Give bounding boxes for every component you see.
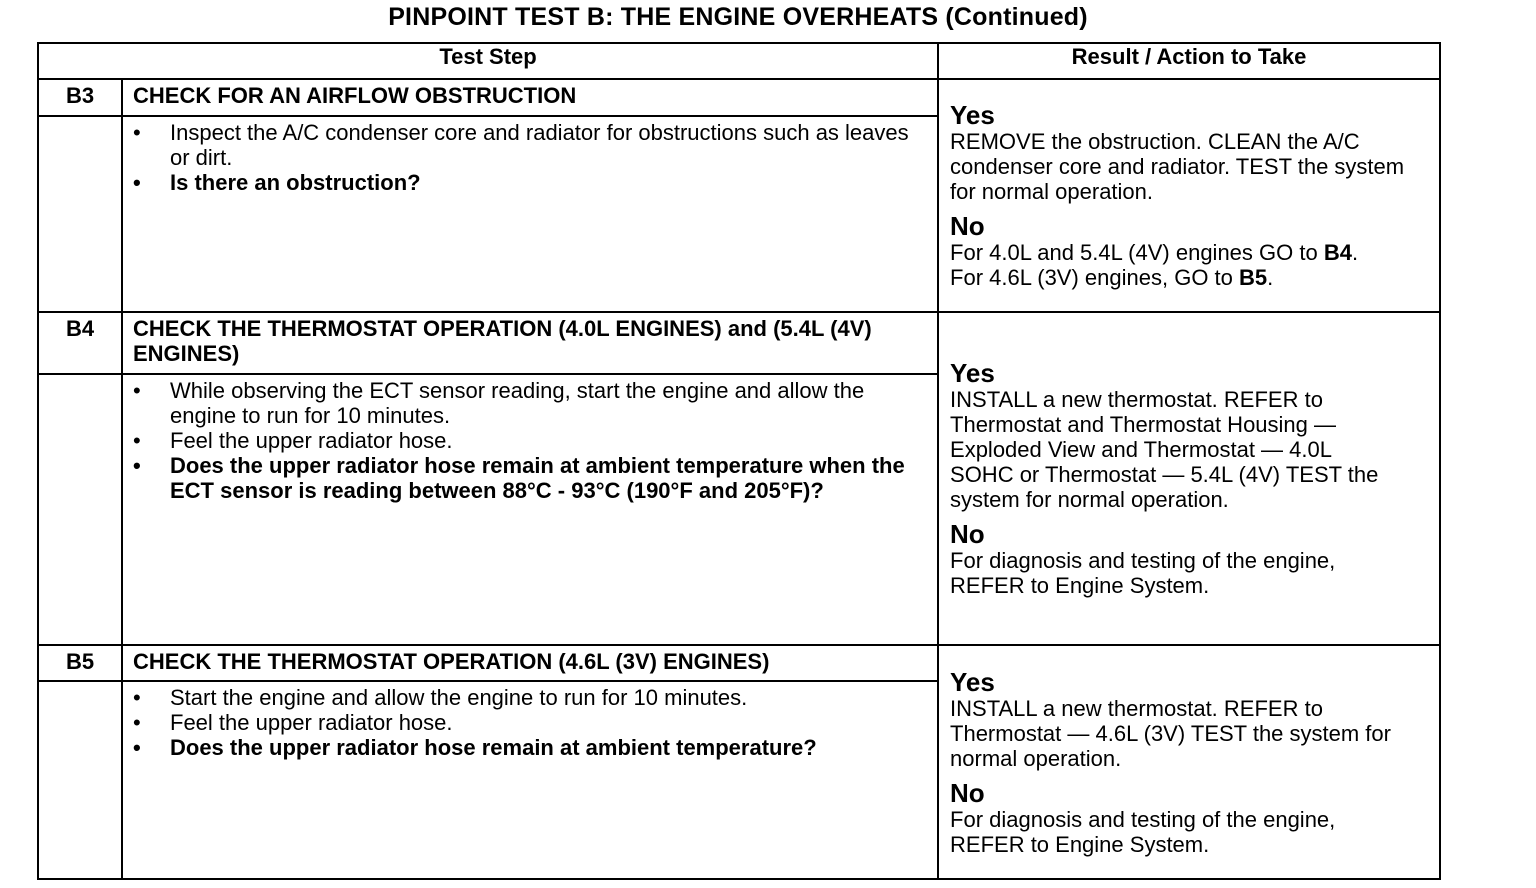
no-action-line1: For 4.0L and 5.4L (4V) engines GO to <box>950 240 1324 265</box>
step-bullets <box>133 685 929 760</box>
bullet-item: • Feel the upper radiator hose. <box>133 428 453 453</box>
no-action-line2: For 4.6L (3V) engines, GO to <box>950 265 1240 290</box>
step-reference: B4 <box>1323 240 1352 265</box>
step-b3-title-row <box>38 79 1440 116</box>
no-label: No <box>950 519 985 549</box>
step-id: B4 <box>38 312 122 374</box>
yes-action: INSTALL a new thermostat. REFER to Thermostat and Thermostat Housing — Exploded View and Thermostat — 4.0L SOHC or Thermostat — 5.4L (4V) TEST the system for normal operation. <box>950 387 1379 512</box>
no-action: For diagnosis and testing of the engine, REFER to Engine System. <box>950 806 1336 857</box>
bullet-item: • While observing the ECT sensor reading, start the engine and allow the engine to run for 10 minutes. <box>133 378 865 428</box>
step-bullets <box>133 120 929 195</box>
table-header-row <box>38 43 1440 79</box>
page-title: PINPOINT TEST B: THE ENGINE OVERHEATS (Continued) <box>388 3 1088 31</box>
step-title: CHECK THE THERMOSTAT OPERATION (4.6L (3V) ENGINES) <box>122 645 938 681</box>
step-id: B5 <box>38 645 122 681</box>
yes-label: Yes <box>950 666 995 697</box>
no-label: No <box>950 211 985 241</box>
step-bullets <box>133 378 929 503</box>
bullet-question: • Does the upper radiator hose remain at ambient temperature when the ECT sensor is reading between 88°C - 93°C (190°F and 205°F)? <box>133 453 905 503</box>
no-action: For 4.0L and 5.4L (4V) engines GO to B4. For 4.6L (3V) engines, GO to B5. <box>950 240 1359 290</box>
bullet-question: • Does the upper radiator hose remain at ambient temperature? <box>133 735 817 760</box>
yes-label: Yes <box>950 100 995 130</box>
bullet-item: • Start the engine and allow the engine to run for 10 minutes. <box>133 685 748 710</box>
step-reference: B5 <box>1239 265 1268 290</box>
step-title: CHECK FOR AN AIRFLOW OBSTRUCTION <box>122 79 938 116</box>
step-b5-result <box>938 645 1440 879</box>
step-id-spacer <box>38 681 122 879</box>
result-action-header: Result / Action to Take <box>938 43 1440 79</box>
step-body <box>122 374 938 645</box>
bullet-item: • Feel the upper radiator hose. <box>133 710 453 735</box>
step-b3-result <box>938 79 1440 312</box>
step-b5-title-row <box>38 645 1440 681</box>
step-b4-result <box>938 312 1440 645</box>
step-id-spacer <box>38 374 122 645</box>
yes-action: REMOVE the obstruction. CLEAN the A/C condenser core and radiator. TEST the system for normal operation. <box>950 129 1405 204</box>
no-label: No <box>950 777 985 808</box>
step-body <box>122 116 938 312</box>
step-id-spacer <box>38 116 122 312</box>
step-b4-title-row <box>38 312 1440 374</box>
no-action: For diagnosis and testing of the engine, REFER to Engine System. <box>950 548 1336 598</box>
step-id: B3 <box>38 79 122 116</box>
step-body <box>122 681 938 879</box>
bullet-question: • Is there an obstruction? <box>133 170 421 195</box>
test-step-header: Test Step <box>38 43 938 79</box>
yes-label: Yes <box>950 358 995 388</box>
pinpoint-test-table <box>37 42 1441 880</box>
bullet-item: • Inspect the A/C condenser core and radiator for obstructions such as leaves or dirt. <box>133 120 909 170</box>
yes-action: INSTALL a new thermostat. REFER to Thermostat — 4.6L (3V) TEST the system for normal operation. <box>950 695 1391 771</box>
step-title: CHECK THE THERMOSTAT OPERATION (4.0L ENGINES) and (5.4L (4V) ENGINES) <box>122 312 938 374</box>
